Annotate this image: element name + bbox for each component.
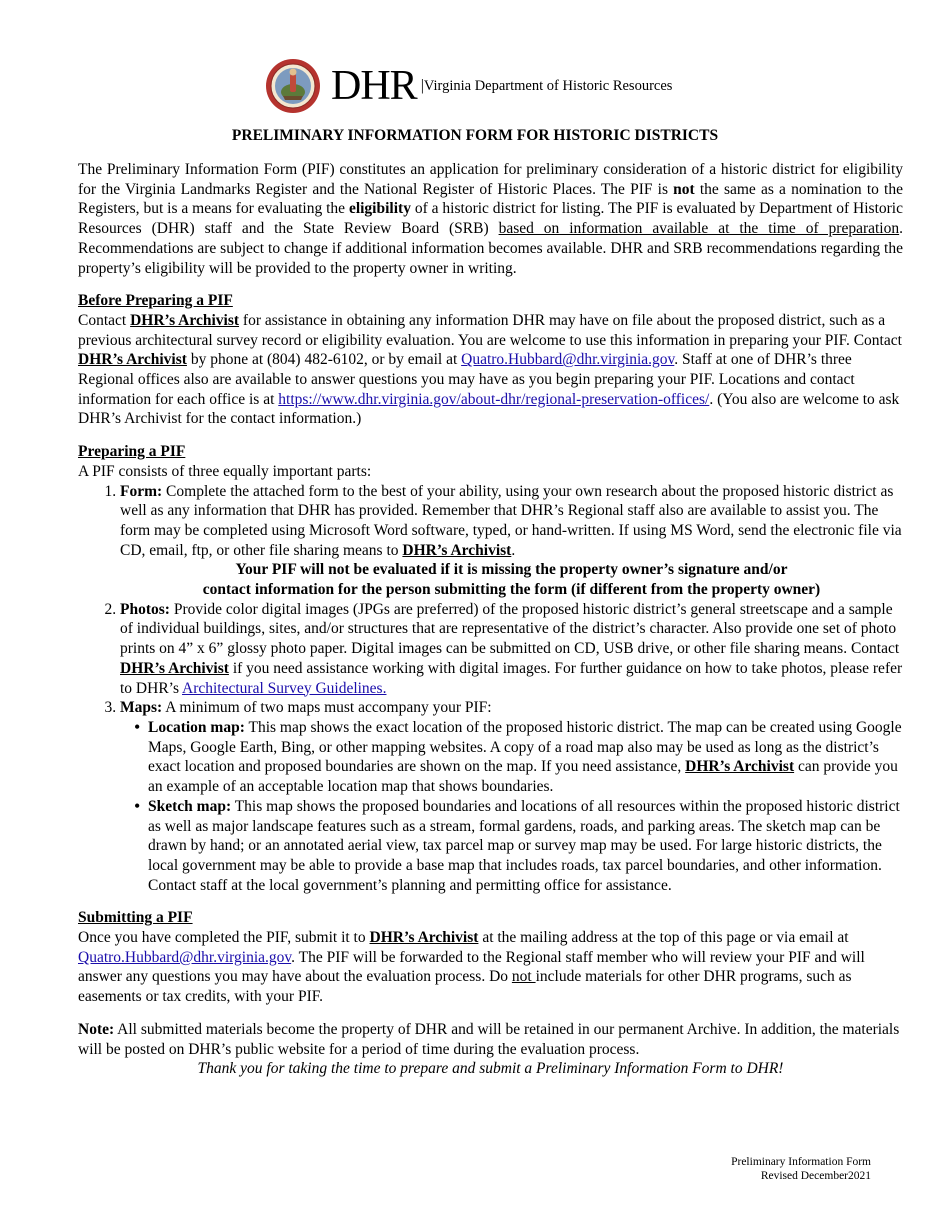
- submit-text-4: include materials for other DHR programs, such as easements or tax credits, with your PIF.: [78, 968, 852, 1006]
- submit-text-1: Once you have completed the PIF, submit it to: [78, 929, 370, 947]
- sketch-map-text: This map shows the proposed boundaries and locations of all resources within the proposed historic district as well as major landscape features such as a stream, formal gardens, roads, and parking areas. The sketch map can be drawn by hand; or an annotated aerial view, tax parcel map or survey map may be used. For large historic districts, the local government may be able to provide a base map that includes roads, tax parcel boundaries, and other information. Contact staff at the local government’s planning and permitting office for assistance.: [148, 797, 900, 894]
- intro-text-1: The Preliminary Information Form (PIF) constitutes an application for preliminary consideration of a historic district for eligibility for the Virginia Landmarks Register and the National Register of Historic Places. The PIF is: [78, 161, 903, 198]
- section-heading-preparing: Preparing a PIF: [78, 443, 186, 461]
- footer-form-name: Preliminary Information Form: [731, 1156, 871, 1168]
- archivist-ref: DHR’s Archivist: [130, 311, 240, 329]
- document-body: [78, 160, 903, 1079]
- intro-underline-text: based on information available at the time of preparation: [498, 220, 900, 238]
- intro-text-2: the same as a nomination to the Registers, but is a means for evaluating the: [78, 180, 903, 218]
- logo-separator: |: [420, 77, 424, 94]
- before-text-4: . Staff at one of DHR’s three Regional offices also are available to answer questions you may have as you begin preparing your PIF. Locations and contact information for each office is at: [78, 351, 855, 408]
- note-paragraph: [78, 1020, 903, 1059]
- dhr-wordmark: DHR: [331, 63, 417, 109]
- preparing-lead: A PIF consists of three equally important parts:: [78, 462, 372, 480]
- section-heading-submitting: Submitting a PIF: [78, 909, 193, 927]
- dhr-header: [265, 56, 672, 116]
- bullet-sketch-map: [134, 797, 903, 896]
- before-text-2: for assistance in obtaining any information DHR may have on file about the proposed district, such as a previous architectural survey record or eligibility evaluation. You are welcome to use this information in preparing your PIF. Contact: [78, 311, 902, 349]
- location-map-text: This map shows the exact location of the proposed historic district. The map can be created using Google Maps, Google Earth, Bing, or other mapping websites. A copy of a road map also may be used as long as the district’s exact location and proposed boundaries are shown on the map. If you need assistance,: [148, 718, 902, 776]
- archivist-ref: DHR’s Archivist: [685, 758, 795, 776]
- bullet-location-map: [134, 718, 903, 797]
- maps-label: Maps:: [120, 699, 163, 717]
- pif-parts-list-cont: [78, 600, 903, 896]
- maps-text: A minimum of two maps must accompany your PIF:: [162, 699, 492, 717]
- thank-you-line: Thank you for taking the time to prepare and submit a Preliminary Information Form to DHR!: [197, 1060, 784, 1078]
- location-map-label: Location map:: [148, 718, 245, 736]
- photos-text-2: if you need assistance working with digital images. For further guidance on how to take photos, please refer to DHR’s: [120, 659, 903, 697]
- list-item-maps: [120, 698, 903, 895]
- preparing-heading: [78, 442, 903, 462]
- before-text-1: Contact: [78, 311, 131, 329]
- archivist-ref: DHR’s Archivist: [369, 929, 479, 947]
- submit-text-2: at the mailing address at the top of this page or via email at: [478, 929, 849, 947]
- note-label: Note:: [78, 1020, 115, 1038]
- agency-name: Virginia Department of Historic Resources: [423, 77, 673, 94]
- before-heading: [78, 291, 903, 311]
- photos-label: Photos:: [120, 600, 170, 618]
- intro-paragraph: [78, 160, 903, 278]
- page-title: PRELIMINARY INFORMATION FORM FOR HISTORIC DISTRICTS: [231, 127, 719, 144]
- form-text: Complete the attached form to the best of your ability, using your own research about the proposed historic district as well as any information that DHR has provided. Remember that DHR’s Regional staff also are available to assist you. The form may be completed using Microsoft Word software, typed, or hand-written. If using MS Word, send the electronic file via CD, email, ftp, or other file sharing means to: [120, 482, 902, 559]
- photos-text: Provide color digital images (JPGs are preferred) of the proposed historic district’s general streetscape and a sample of individual buildings, sites, and/or structures that are representative of the district’s character. Also provide one set of photo prints on 4” x 6” glossy photo paper. Digital images can be submitted on CD, USB drive, or other file sharing means. Contact: [120, 600, 900, 658]
- maps-bullet-list: [120, 718, 903, 895]
- sketch-map-label: Sketch map:: [148, 797, 232, 815]
- footer-revision: Revised December2021: [760, 1170, 871, 1182]
- archivist-ref: DHR’s Archivist: [78, 351, 187, 369]
- before-text-3: by phone at (804) 482-6102, or by email at: [186, 351, 462, 369]
- virginia-seal-icon: [265, 58, 321, 114]
- archivist-ref: DHR’s Archivist: [402, 541, 512, 559]
- section-heading-before: Before Preparing a PIF: [78, 292, 233, 310]
- archivist-email-link[interactable]: Quatro.Hubbard@dhr.virginia.gov: [461, 351, 675, 369]
- list-item-form: [120, 482, 903, 561]
- survey-guidelines-link[interactable]: Architectural Survey Guidelines.: [182, 679, 387, 697]
- intro-text-3: of a historic district for listing. The PIF is evaluated by Department of Historic Resources (DHR) staff and the State Review Board (SRB): [78, 200, 903, 238]
- form-end: .: [511, 541, 516, 559]
- page-footer: [731, 1155, 871, 1183]
- location-map-text-2: can provide you an example of an acceptable location map that shows boundaries.: [148, 758, 898, 796]
- regional-offices-link[interactable]: https://www.dhr.virginia.gov/about-dhr/regional-preservation-offices/: [278, 390, 710, 408]
- warning-line-1: Your PIF will not be evaluated if it is missing the property owner’s signature and/or: [235, 561, 788, 579]
- form-label: Form:: [120, 482, 163, 500]
- note-text: All submitted materials become the property of DHR and will be retained in our permanent Archive. In addition, the materials will be posted on DHR’s public website for a period of time during the evaluation process.: [78, 1020, 900, 1058]
- intro-not-bold: not: [673, 180, 695, 198]
- intro-text-4: . Recommendations are subject to change if additional information becomes available. DHR and SRB recommendations regarding the property’s eligibility will be provided to the property owner in writing.: [78, 220, 903, 277]
- pif-parts-list: [78, 482, 903, 561]
- before-text-5: . (You also are welcome to ask DHR’s Archivist for the contact information.): [78, 390, 900, 428]
- submitting-heading: [78, 908, 903, 928]
- archivist-email-link-2[interactable]: Quatro.Hubbard@dhr.virginia.gov: [78, 948, 292, 966]
- archivist-ref: DHR’s Archivist: [120, 659, 229, 677]
- submit-not-underline: not: [511, 968, 536, 986]
- submitting-paragraph: [78, 928, 903, 1007]
- list-item-photos: [120, 600, 903, 699]
- before-paragraph: [78, 311, 903, 429]
- warning-line-2: contact information for the person submitting the form (if different from the property owner): [202, 581, 821, 599]
- submit-text-3: . The PIF will be forwarded to the Regional staff member who will review your PIF and will answer any questions you may have about the evaluation process. Do: [78, 948, 865, 986]
- intro-eligibility-bold: eligibility: [348, 200, 411, 218]
